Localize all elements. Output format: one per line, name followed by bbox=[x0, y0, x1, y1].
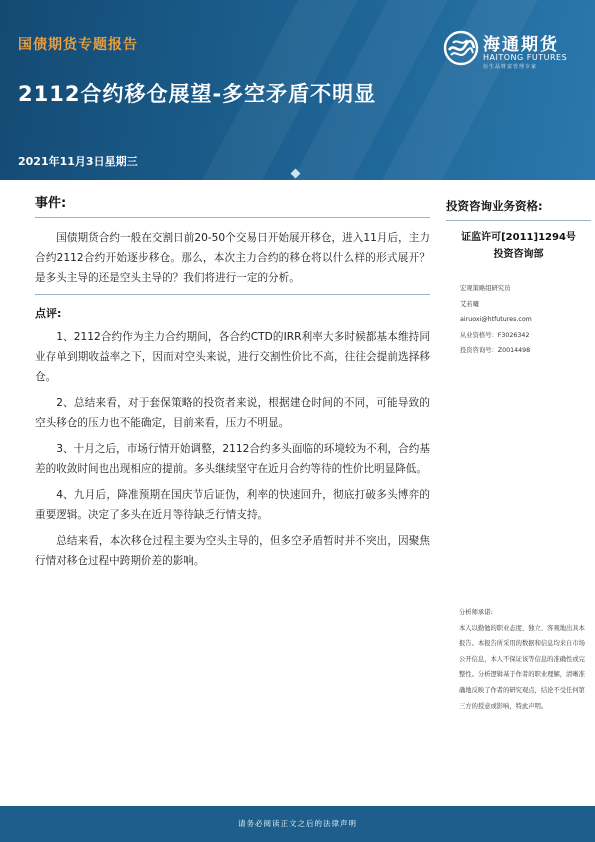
analyst-statement bbox=[459, 605, 587, 714]
department-name: 投资咨询部 bbox=[493, 249, 544, 260]
event-paragraph: 国债期货合约一般在交割日前20-50个交易日开始展开移仓，进入11月后，主力合约2112合约开始逐步移仓。那么，本次主力合约的移仓将以什么样的形式展开？是多头主导的还是空头主导的？我们将进行一定的分析。 bbox=[35, 232, 430, 284]
comment-summary: 总结来看，本次移仓过程主要为空头主导的，但多空矛盾暂时并不突出，因聚焦行情对移仓过程中跨期价差的影响。 bbox=[35, 535, 430, 567]
practice-number: F3026342 bbox=[497, 331, 530, 339]
page-title: 2112合约移仓展望-多空矛盾不明显 bbox=[18, 82, 377, 106]
comment-paragraph: 2、总结来看，对于套保策略的投资者来说，根据建仓时间的不同，可能导致的空头移仓的压力也不能确定，目前来看，压力不明显。 bbox=[35, 397, 430, 429]
main-content bbox=[35, 188, 430, 577]
comment-list bbox=[35, 327, 430, 571]
logo-emblem-icon bbox=[443, 30, 479, 66]
analyst-group: 宏观策略组研究员 bbox=[460, 285, 511, 292]
divider bbox=[446, 220, 591, 221]
comment-paragraph: 1、2112合约作为主力合约期间，各合约CTD的IRR利率大多时候都基本维持同业存单到期收益率之下，因而对空头来说，进行交割性价比不高，往往会提前选择移仓。 bbox=[35, 331, 430, 383]
company-logo bbox=[443, 30, 583, 70]
logo-name-en: HAITONG FUTURES bbox=[483, 53, 568, 62]
footer-bar bbox=[0, 806, 595, 842]
event-heading: 事件: bbox=[35, 196, 67, 211]
consult-label: 投资咨询号： bbox=[460, 347, 498, 355]
consult-number: Z0014498 bbox=[497, 347, 531, 355]
qualification-title: 投资咨询业务资格: bbox=[446, 199, 543, 213]
logo-slogan: 衍生品财富管理专家 bbox=[483, 64, 538, 70]
analyst-info bbox=[446, 281, 591, 359]
analyst-practice-row bbox=[460, 328, 591, 344]
practice-label: 从业资格号： bbox=[460, 331, 498, 339]
legal-notice-link[interactable]: 请务必阅读正文之后的法律声明 bbox=[238, 819, 357, 828]
comment-paragraph: 4、九月后，降准预期在国庆节后证伪，利率的快速回升，彻底打破多头博弈的重要逻辑。决定了多头在近月等待缺乏行情支持。 bbox=[35, 489, 430, 521]
header-banner bbox=[0, 0, 595, 180]
divider bbox=[35, 294, 430, 295]
sidebar bbox=[446, 188, 591, 359]
license-number: 证监许可[2011]1294号 bbox=[461, 232, 576, 243]
analyst-consult-row bbox=[460, 343, 591, 359]
analyst-email: airuoxi@htfutures.com bbox=[460, 316, 532, 324]
divider bbox=[35, 217, 430, 218]
report-date: 2021年11月3日星期三 bbox=[18, 155, 138, 168]
analyst-name: 艾若曦 bbox=[460, 300, 479, 308]
statement-text: 本人以勤勉的职业态度、独立、客观地出具本报告。本报告所采用的数据和信息均来自市场公开信息，本人不保证该等信息的准确性或完整性。分析逻辑基于作者的职业理解，清晰准确地反映了作者的研究观点，结论不受任何第三方的授意或影响，特此声明。 bbox=[459, 624, 585, 710]
comment-heading: 点评: bbox=[35, 307, 62, 320]
statement-title: 分析师承诺: bbox=[459, 609, 493, 616]
report-type: 国债期货专题报告 bbox=[18, 37, 138, 53]
comment-paragraph: 3、十月之后，市场行情开始调整，2112合约多头面临的环境较为不利，合约基差的收敛时间也出现相应的提前。多头继续坚守在近月合约等待的性价比明显降低。 bbox=[35, 443, 430, 475]
logo-name-cn: 海通期货 bbox=[483, 35, 559, 55]
